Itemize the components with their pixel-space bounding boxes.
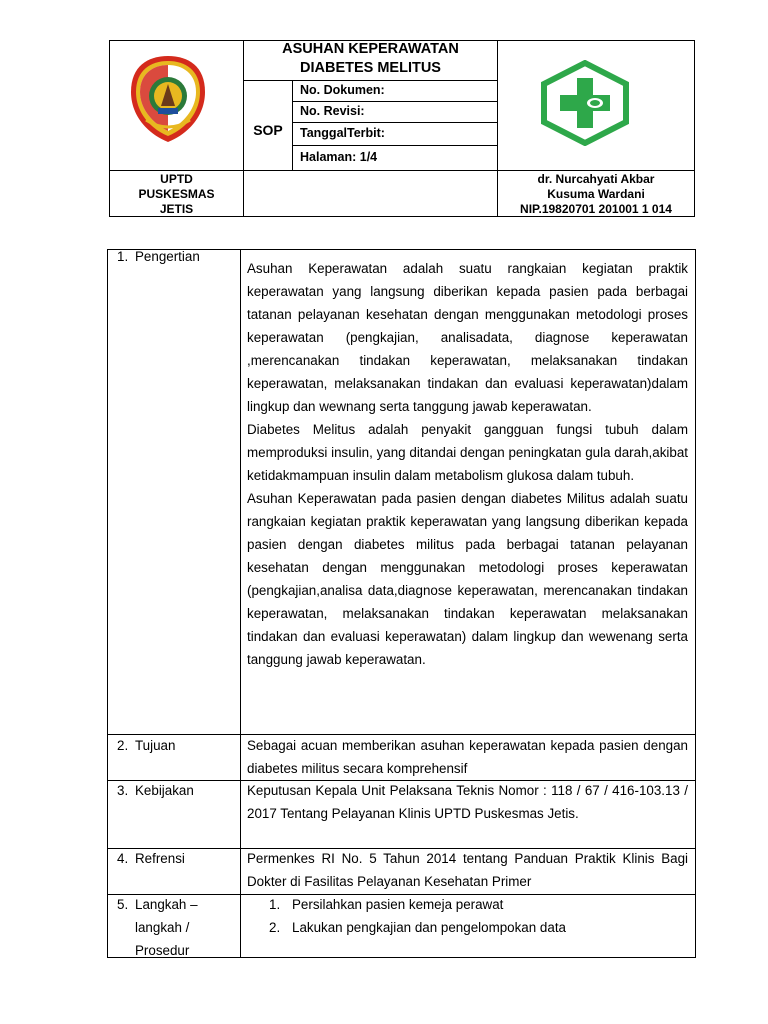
row-label-kebijakan	[117, 779, 237, 802]
field-no-revisi: No. Revisi:	[300, 104, 365, 118]
row-label-tujuan	[117, 734, 237, 757]
step-text: Lakukan pengkajian dan pengelompokan data	[292, 920, 566, 935]
row-label-langkah	[117, 893, 237, 962]
row-label-text: Refrensi	[135, 851, 185, 866]
refrensi-content: Permenkes RI No. 5 Tahun 2014 tentang Panduan Praktik Klinis Bagi Dokter di Fasilitas Pelayanan Kesehatan Primer	[247, 851, 688, 889]
row-label-refrensi	[117, 847, 237, 870]
title-line-2: DIABETES MELITUS	[300, 60, 441, 76]
signer-name-line-2: Kusuma Wardani	[547, 187, 645, 201]
signer-nip: NIP.19820701 201001 1 014	[520, 202, 672, 216]
document-title	[244, 40, 497, 78]
procedure-steps	[247, 893, 688, 939]
row-label-line: Prosedur	[135, 943, 190, 958]
signer-name-line-1: dr. Nurcahyati Akbar	[537, 172, 655, 186]
step-number: 2.	[269, 920, 281, 935]
row-label-line: langkah /	[135, 920, 190, 935]
field-halaman: Halaman: 1/4	[300, 150, 378, 164]
org-line-3: JETIS	[159, 202, 194, 216]
row-number: 2.	[117, 738, 129, 753]
row-number: 5.	[117, 897, 129, 912]
pengertian-paragraph: Asuhan Keperawatan pada pasien dengan diabetes Militus adalah suatu rangkaian kegiatan praktik keperawatan yang langsung diberikan kepada pasien dengan diabetes militus pada berbagai tatanan pelayanan kesehatan dengan menggunakan metodologi proses keperawatan (pengkajian,analisa data,diagnose keperawatan, merencanakan tindakan keperawatan, melaksanakan tindakan keperawatan melaksanakan tindakan dan evaluasi keperawatan) dalam lingkup dan wewenang serta tanggung jawab keperawatan.	[247, 491, 688, 667]
procedure-step	[247, 893, 688, 916]
org-line-1: UPTD	[160, 172, 193, 186]
tujuan-content: Sebagai acuan memberikan asuhan keperawatan kepada pasien dengan diabetes militus secara komprehensif	[247, 738, 688, 776]
row-label-text: Pengertian	[135, 249, 200, 264]
row-label-pengertian	[117, 245, 237, 268]
org-line-2: PUSKESMAS	[138, 187, 215, 201]
pengertian-content	[247, 257, 688, 671]
pengertian-paragraph: Asuhan Keperawatan adalah suatu rangkaian kegiatan praktik keperawatan yang langsung diberikan kepada pasien pada berbagai tatanan pelayanan kesehatan dengan menggunakan metodologi proses keperawatan (pengkajian, analisadata, diagnose keperawatan ,merencanakan tindakan keperawatan, melaksanakan tindakan keperawatan, melaksanakan tindakan dan evaluasi keperawatan)dalam lingkup dan wewnang serta tanggung jawab keperawatan.	[247, 261, 688, 414]
row-number: 1.	[117, 249, 129, 264]
title-line-1: ASUHAN KEPERAWATAN	[282, 41, 459, 57]
signer-block	[498, 172, 694, 217]
step-number: 1.	[269, 897, 281, 912]
puskesmas-logo	[540, 60, 630, 146]
sop-label: SOP	[253, 122, 283, 138]
organization-name	[110, 172, 243, 217]
row-number: 4.	[117, 851, 129, 866]
row-label-text: Tujuan	[135, 738, 176, 753]
field-no-dokumen: No. Dokumen:	[300, 83, 385, 97]
step-text: Persilahkan pasien kemeja perawat	[292, 897, 504, 912]
row-label-text: Kebijakan	[135, 783, 194, 798]
row-label-line: Langkah –	[135, 897, 198, 912]
pengertian-paragraph: Diabetes Melitus adalah penyakit gangguan fungsi tubuh dalam memproduksi insulin, yang ditandai dengan peningkatan gula darah,akibat ketidakmampuan insulin dalam metabolism glukosa dalam tubuh.	[247, 422, 688, 483]
row-number: 3.	[117, 783, 129, 798]
regional-emblem-logo	[128, 54, 208, 144]
kebijakan-content: Keputusan Kepala Unit Pelaksana Teknis Nomor : 118 / 67 / 416-103.13 / 2017 Tentang Pelayanan Klinis UPTD Puskesmas Jetis.	[247, 783, 688, 821]
procedure-step	[247, 916, 688, 939]
field-tanggal-terbit: TanggalTerbit:	[300, 126, 385, 140]
